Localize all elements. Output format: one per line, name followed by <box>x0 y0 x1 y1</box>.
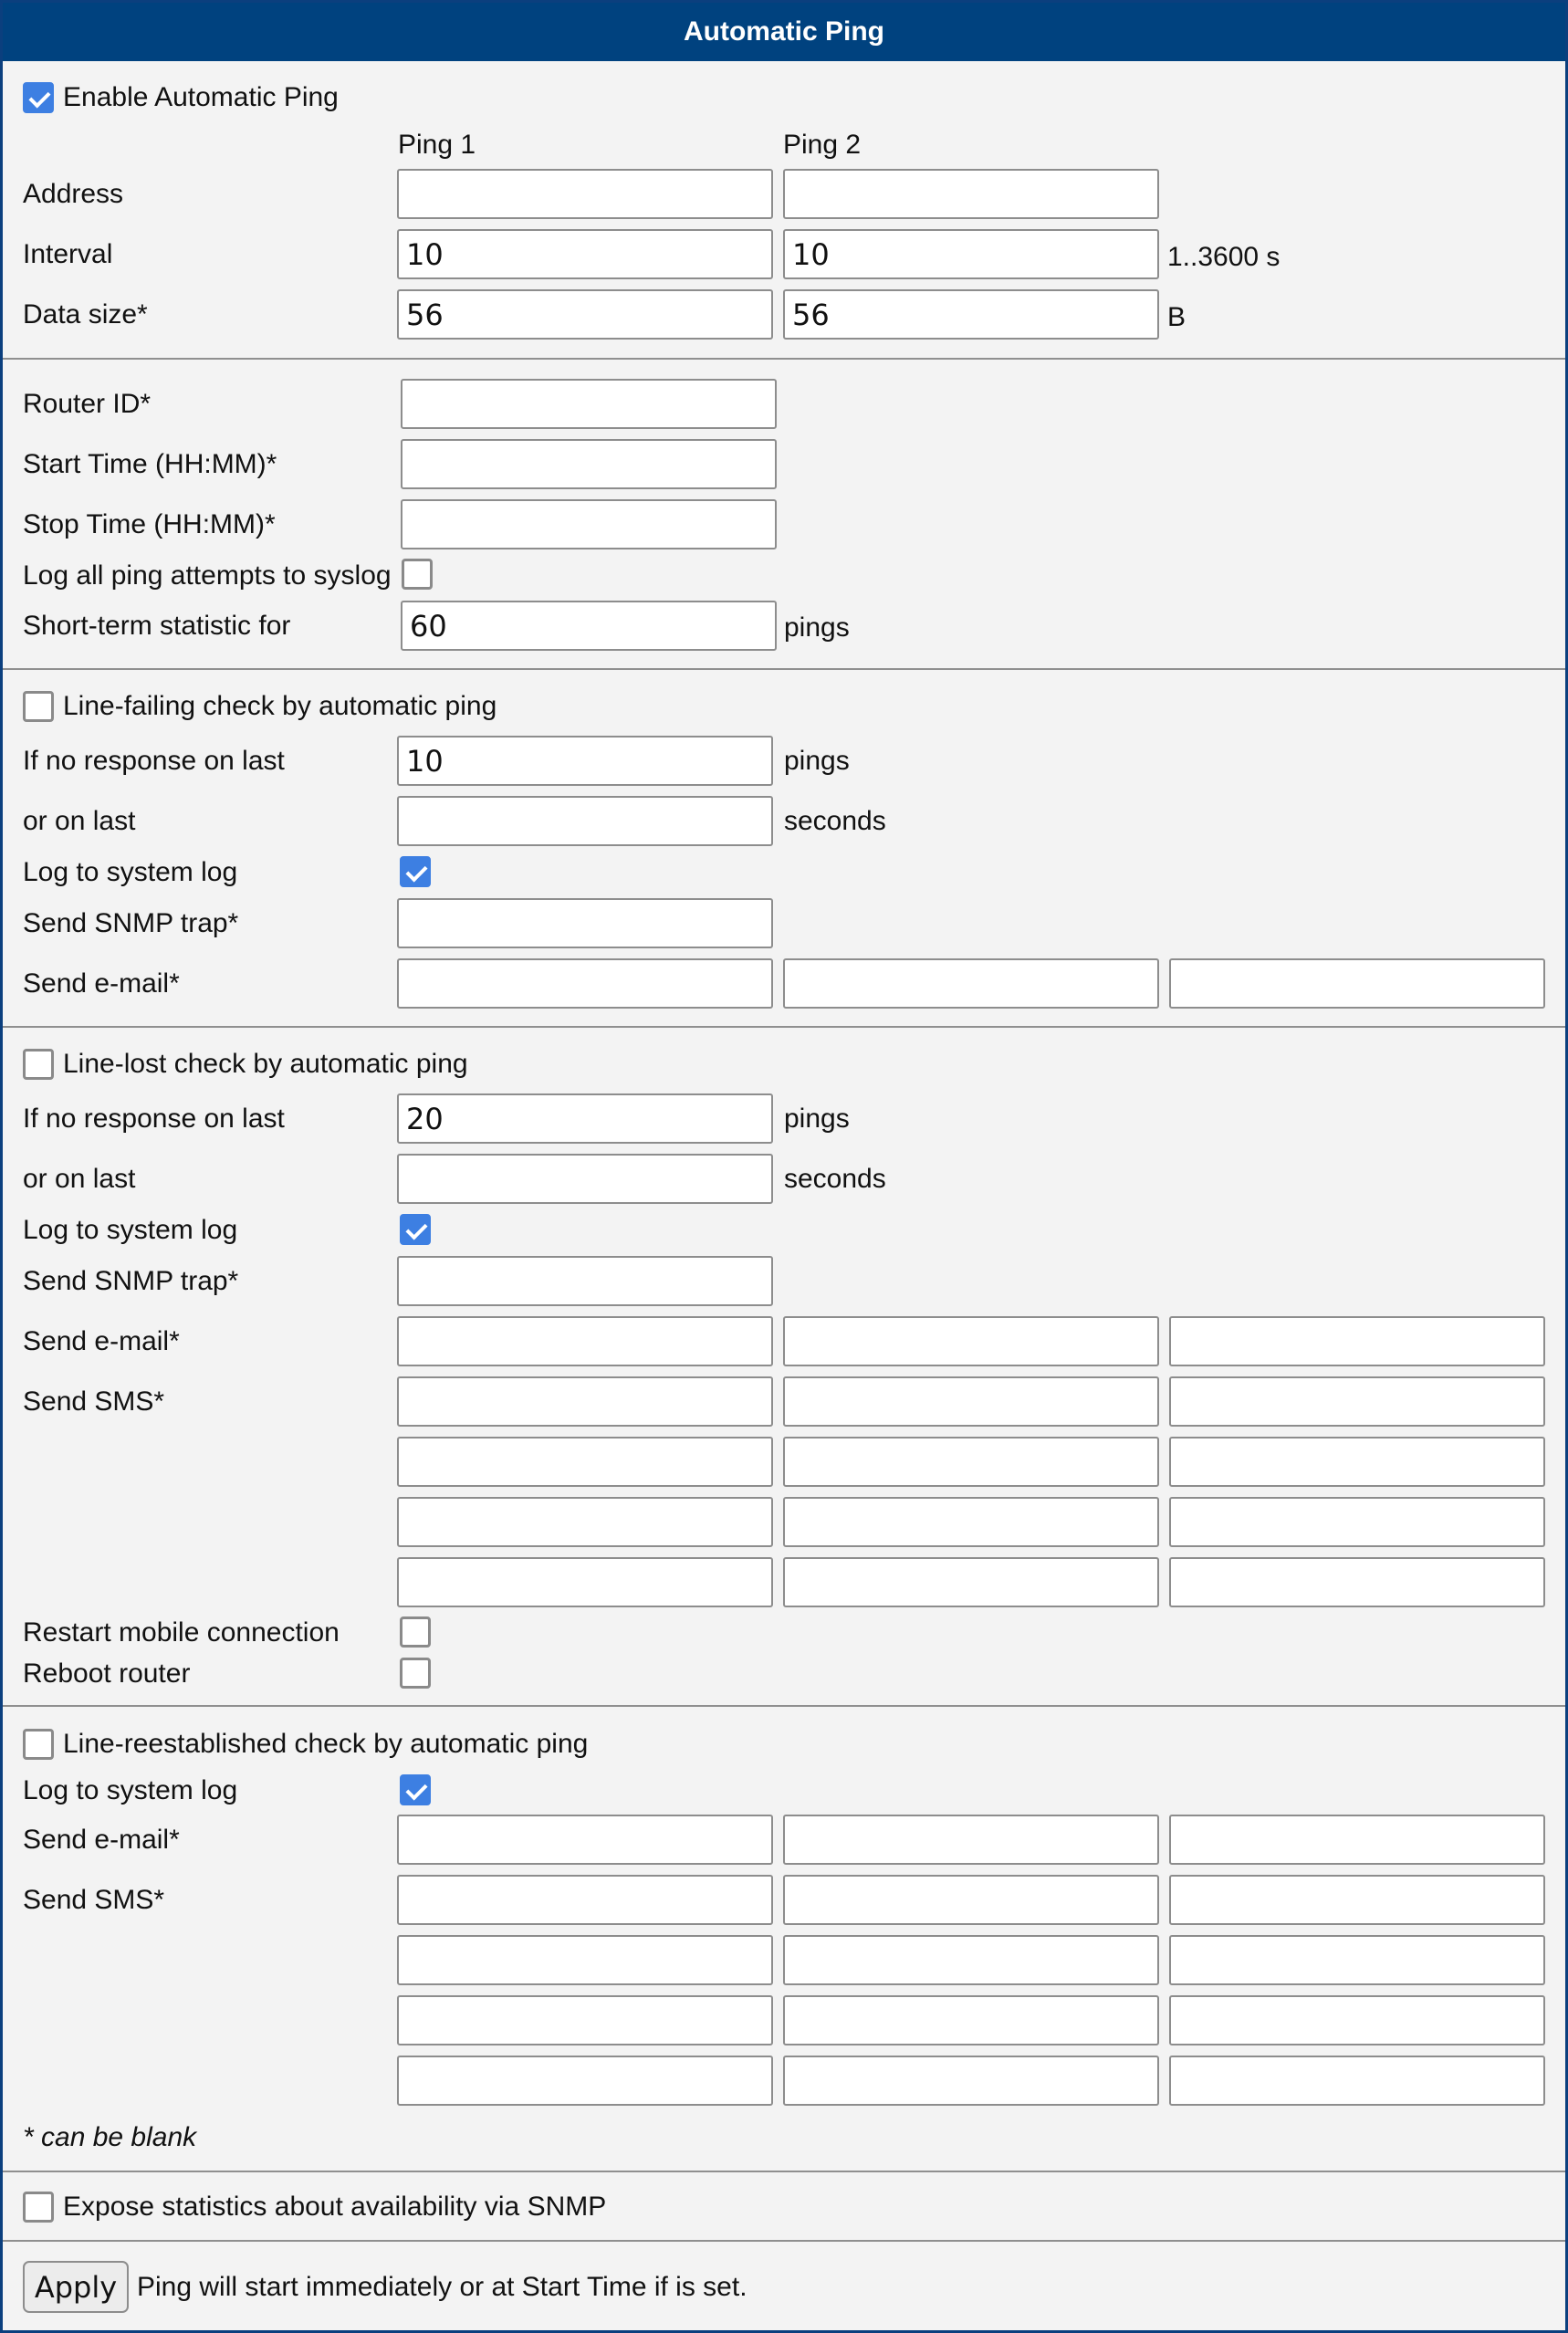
section-divider <box>3 358 1565 360</box>
lr-sms-label: Send SMS* <box>23 1885 165 1915</box>
ll-no-response-label: If no response on last <box>23 1104 285 1134</box>
interval-label: Interval <box>23 239 113 269</box>
ll-sms-input[interactable] <box>397 1497 773 1547</box>
line-reestablished-checkbox[interactable] <box>23 1729 54 1760</box>
stop-time-label: Stop Time (HH:MM)* <box>23 509 276 539</box>
lf-snmp-label: Send SNMP trap* <box>23 908 239 938</box>
section-divider <box>3 1705 1565 1707</box>
lr-email-label: Send e-mail* <box>23 1825 180 1855</box>
ll-sms-input[interactable] <box>783 1557 1159 1607</box>
ll-email-label: Send e-mail* <box>23 1326 180 1356</box>
expose-snmp-label: Expose statistics about availability via SNMP <box>63 2192 607 2222</box>
lf-or-on-last-input[interactable] <box>397 796 773 846</box>
line-failing-label: Line-failing check by automatic ping <box>63 691 497 721</box>
lf-or-on-last-label: or on last <box>23 806 136 836</box>
ll-or-on-last-unit: seconds <box>784 1164 886 1194</box>
data-size-ping2-input[interactable] <box>783 289 1159 340</box>
ll-no-response-unit: pings <box>784 1104 850 1134</box>
reboot-checkbox[interactable] <box>400 1658 431 1689</box>
data-size-unit: B <box>1167 302 1186 332</box>
lf-or-on-last-unit: seconds <box>784 806 886 836</box>
ll-sms-input[interactable] <box>397 1437 773 1487</box>
panel-title: Automatic Ping <box>3 3 1565 61</box>
lf-log-label: Log to system log <box>23 857 238 887</box>
address-ping1-input[interactable] <box>397 169 773 219</box>
lr-email-input-2[interactable] <box>783 1815 1159 1865</box>
ll-log-checkbox[interactable] <box>400 1214 431 1245</box>
ll-sms-input[interactable] <box>1169 1376 1545 1427</box>
section-divider <box>3 1026 1565 1028</box>
lr-sms-input[interactable] <box>783 1935 1159 1985</box>
ll-email-input-3[interactable] <box>1169 1316 1545 1366</box>
lr-sms-input[interactable] <box>1169 1875 1545 1925</box>
start-time-input[interactable] <box>401 439 777 489</box>
short-term-label: Short-term statistic for <box>23 611 291 641</box>
address-label: Address <box>23 179 124 209</box>
apply-button[interactable]: Apply <box>23 2261 129 2313</box>
ll-email-input-1[interactable] <box>397 1316 773 1366</box>
column-header-ping2: Ping 2 <box>783 130 862 160</box>
enable-label: Enable Automatic Ping <box>63 82 339 112</box>
ll-or-on-last-label: or on last <box>23 1164 136 1194</box>
lr-sms-input[interactable] <box>783 2056 1159 2106</box>
line-reestablished-label: Line-reestablished check by automatic ping <box>63 1729 589 1759</box>
lf-email-input-2[interactable] <box>783 958 1159 1009</box>
lr-sms-input[interactable] <box>1169 2056 1545 2106</box>
address-ping2-input[interactable] <box>783 169 1159 219</box>
ll-sms-input[interactable] <box>783 1376 1159 1427</box>
data-size-label: Data size* <box>23 299 148 330</box>
ll-sms-input[interactable] <box>397 1557 773 1607</box>
interval-ping2-input[interactable] <box>783 229 1159 279</box>
ll-sms-input[interactable] <box>1169 1437 1545 1487</box>
router-id-input[interactable] <box>401 379 777 429</box>
column-header-ping1: Ping 1 <box>398 130 476 160</box>
lr-email-input-3[interactable] <box>1169 1815 1545 1865</box>
lr-sms-input[interactable] <box>1169 1935 1545 1985</box>
ll-or-on-last-input[interactable] <box>397 1154 773 1204</box>
line-lost-label: Line-lost check by automatic ping <box>63 1049 468 1079</box>
ll-log-label: Log to system log <box>23 1215 238 1245</box>
lr-sms-input[interactable] <box>397 1875 773 1925</box>
ll-no-response-input[interactable] <box>397 1093 773 1144</box>
lf-email-input-3[interactable] <box>1169 958 1545 1009</box>
interval-unit: 1..3600 s <box>1167 242 1281 272</box>
short-term-unit: pings <box>784 612 850 643</box>
ll-sms-input[interactable] <box>1169 1557 1545 1607</box>
line-lost-checkbox[interactable] <box>23 1049 54 1080</box>
ll-sms-input[interactable] <box>783 1497 1159 1547</box>
lf-no-response-unit: pings <box>784 746 850 776</box>
ll-snmp-input[interactable] <box>397 1256 773 1306</box>
lf-snmp-input[interactable] <box>397 898 773 948</box>
stop-time-input[interactable] <box>401 499 777 549</box>
line-failing-checkbox[interactable] <box>23 691 54 722</box>
start-time-label: Start Time (HH:MM)* <box>23 449 277 479</box>
expose-snmp-checkbox[interactable] <box>23 2192 54 2223</box>
lf-log-checkbox[interactable] <box>400 856 431 887</box>
lr-log-label: Log to system log <box>23 1775 238 1805</box>
interval-ping1-input[interactable] <box>397 229 773 279</box>
lr-sms-input[interactable] <box>783 1875 1159 1925</box>
lf-no-response-label: If no response on last <box>23 746 285 776</box>
lr-email-input-1[interactable] <box>397 1815 773 1865</box>
lf-no-response-input[interactable] <box>397 736 773 786</box>
ll-snmp-label: Send SNMP trap* <box>23 1266 239 1296</box>
lr-sms-input[interactable] <box>397 2056 773 2106</box>
short-term-input[interactable] <box>401 601 777 651</box>
lf-email-label: Send e-mail* <box>23 968 180 999</box>
lr-log-checkbox[interactable] <box>400 1774 431 1805</box>
router-id-label: Router ID* <box>23 389 152 419</box>
section-divider <box>3 668 1565 670</box>
blank-note: * can be blank <box>23 2122 197 2152</box>
lf-email-input-1[interactable] <box>397 958 773 1009</box>
restart-mobile-label: Restart mobile connection <box>23 1617 340 1648</box>
ll-sms-input[interactable] <box>397 1376 773 1427</box>
restart-mobile-checkbox[interactable] <box>400 1616 431 1648</box>
ll-email-input-2[interactable] <box>783 1316 1159 1366</box>
lr-sms-input[interactable] <box>783 1995 1159 2045</box>
section-divider <box>3 2171 1565 2172</box>
section-divider <box>3 2240 1565 2242</box>
enable-checkbox[interactable] <box>23 82 54 113</box>
lr-sms-input[interactable] <box>1169 1995 1545 2045</box>
reboot-label: Reboot router <box>23 1658 191 1689</box>
data-size-ping1-input[interactable] <box>397 289 773 340</box>
log-all-checkbox[interactable] <box>402 559 433 590</box>
ll-sms-input[interactable] <box>783 1437 1159 1487</box>
ll-sms-input[interactable] <box>1169 1497 1545 1547</box>
lr-sms-input[interactable] <box>397 1935 773 1985</box>
lr-sms-input[interactable] <box>397 1995 773 2045</box>
log-all-label: Log all ping attempts to syslog <box>23 560 392 591</box>
ll-sms-label: Send SMS* <box>23 1386 165 1417</box>
apply-note: Ping will start immediately or at Start Time if is set. <box>137 2272 747 2302</box>
